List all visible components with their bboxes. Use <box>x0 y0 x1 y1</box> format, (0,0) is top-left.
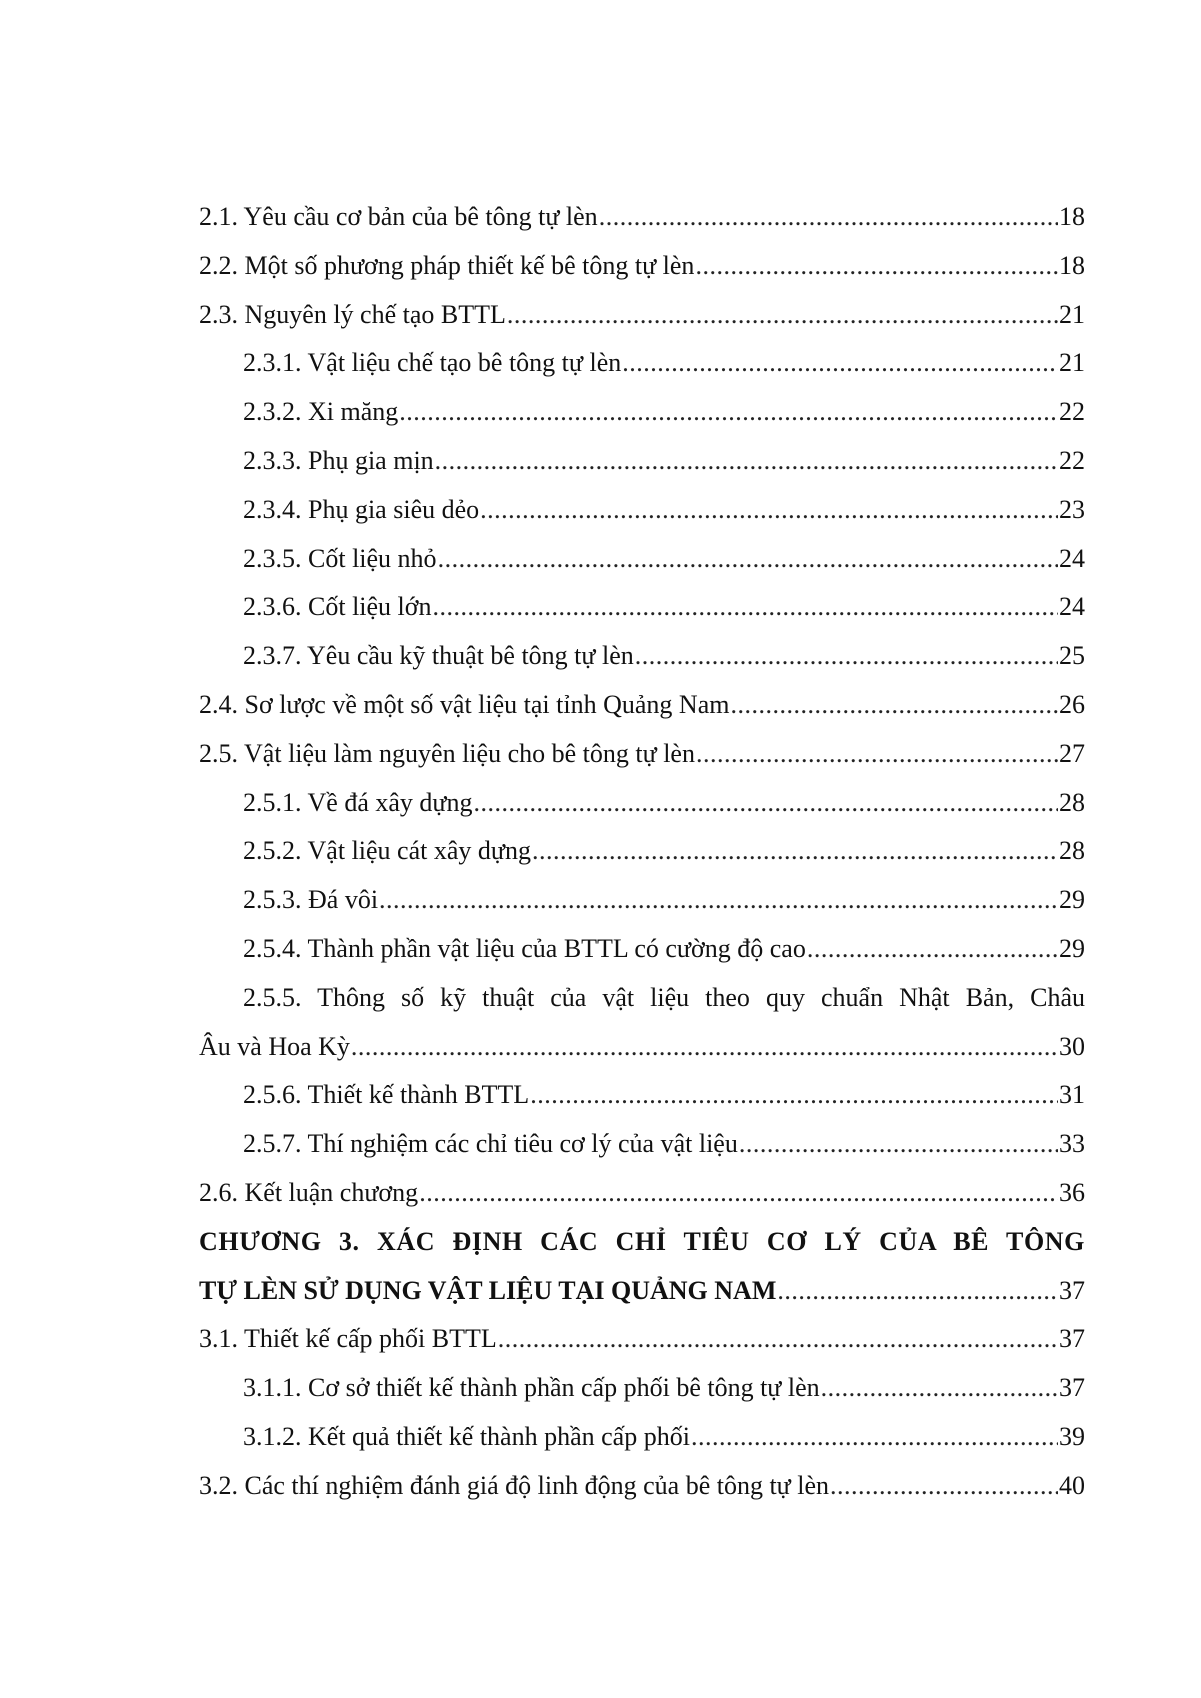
toc-entry-title: 2.2. Một số phương pháp thiết kế bê tông tự lèn <box>199 250 695 280</box>
toc-entry-page: 37 <box>1059 1373 1085 1403</box>
dot-leader <box>830 1462 1058 1511</box>
dot-leader <box>622 339 1058 388</box>
toc-chapter-3-line-2[interactable] <box>199 1267 1085 1316</box>
toc-entry-3-2[interactable] <box>199 1462 1085 1511</box>
toc-entry-page: 22 <box>1059 397 1085 427</box>
dot-leader <box>695 242 1058 291</box>
dot-leader <box>438 535 1058 584</box>
toc-entry-2-5-4[interactable] <box>199 925 1085 974</box>
dot-leader <box>379 876 1058 925</box>
toc-entry-title: 2.3.7. Yêu cầu kỹ thuật bê tông tự lèn <box>243 641 634 671</box>
toc-entry-3-1-1[interactable] <box>199 1364 1085 1413</box>
toc-entry-page: 24 <box>1059 592 1085 622</box>
toc-entry-title: 2.6. Kết luận chương <box>199 1177 419 1207</box>
toc-entry-title: 2.4. Sơ lược về một số vật liệu tại tỉnh Quảng Nam <box>199 689 730 719</box>
dot-leader <box>599 193 1058 242</box>
toc-entry-title: 3.2. Các thí nghiệm đánh giá độ linh động của bê tông tự lèn <box>199 1470 830 1500</box>
toc-entry-2-4[interactable] <box>199 681 1085 730</box>
dot-leader <box>435 437 1058 486</box>
toc-entry-2-5-1[interactable] <box>199 779 1085 828</box>
toc-entry-page: 29 <box>1059 885 1085 915</box>
dot-leader <box>498 1315 1058 1364</box>
toc-chapter-3-line-1[interactable] <box>199 1218 1085 1267</box>
toc-entry-page: 18 <box>1059 250 1085 280</box>
toc-entry-title: 2.5.1. Về đá xây dựng <box>243 787 473 817</box>
toc-entry-title: 3.1.1. Cơ sở thiết kế thành phần cấp phối bê tông tự lèn <box>243 1373 820 1403</box>
dot-leader <box>419 1169 1058 1218</box>
toc-entry-2-5-5-line-2[interactable] <box>199 1023 1085 1072</box>
toc-entry-2-5-7[interactable] <box>199 1120 1085 1169</box>
toc-entry-2-3-7[interactable] <box>199 632 1085 681</box>
toc-chapter-title: CHƯƠNG 3. XÁC ĐỊNH CÁC CHỈ TIÊU CƠ LÝ CỦA BÊ TÔNG <box>199 1226 1085 1256</box>
toc-entry-page: 18 <box>1059 202 1085 231</box>
dot-leader <box>635 632 1058 681</box>
toc-entry-2-3-4[interactable] <box>199 486 1085 535</box>
toc-entry-page: 28 <box>1059 787 1085 817</box>
dot-leader <box>821 1364 1058 1413</box>
toc-entry-page: 29 <box>1059 933 1085 963</box>
toc-entry-title: 2.3.2. Xi măng <box>243 397 399 427</box>
toc-entry-title: 2.3.3. Phụ gia mịn <box>243 445 434 475</box>
toc-entry-2-5-5-line-1[interactable] <box>199 974 1085 1023</box>
toc-entry-2-3-5[interactable] <box>199 535 1085 584</box>
toc-entry-3-1-2[interactable] <box>199 1413 1085 1462</box>
toc-entry-2-5-2[interactable] <box>199 827 1085 876</box>
toc-entry-2-3[interactable] <box>199 291 1085 340</box>
toc-entry-page: 23 <box>1059 494 1085 524</box>
toc-entry-page: 26 <box>1059 689 1085 719</box>
toc-entry-title: 2.1. Yêu cầu cơ bản của bê tông tự lèn <box>199 202 598 231</box>
toc-entry-page: 36 <box>1059 1177 1085 1207</box>
toc-entry-page: 24 <box>1059 543 1085 573</box>
dot-leader <box>777 1267 1058 1316</box>
toc-entry-2-3-6[interactable] <box>199 583 1085 632</box>
toc-entry-page: 21 <box>1059 299 1085 329</box>
toc-entry-title: 2.5. Vật liệu làm nguyên liệu cho bê tông tự lèn <box>199 738 695 768</box>
toc-entry-title: 2.3.4. Phụ gia siêu dẻo <box>243 494 480 524</box>
toc-entry-2-5-6[interactable] <box>199 1071 1085 1120</box>
toc-entry-title: 2.5.2. Vật liệu cát xây dựng <box>243 836 531 866</box>
toc-entry-page: 37 <box>1059 1324 1085 1354</box>
toc-entry-title: 2.5.3. Đá vôi <box>243 885 379 915</box>
toc-entry-title: 2.3.5. Cốt liệu nhỏ <box>243 543 437 573</box>
toc-entry-title-continuation: Âu và Hoa Kỳ <box>199 1031 350 1061</box>
toc-entry-page: 39 <box>1059 1421 1085 1451</box>
dot-leader <box>691 1413 1058 1462</box>
dot-leader <box>480 486 1058 535</box>
toc-entry-title: 3.1. Thiết kế cấp phối BTTL <box>199 1324 497 1354</box>
toc-entry-2-3-2[interactable] <box>199 388 1085 437</box>
toc-entry-2-5-3[interactable] <box>199 876 1085 925</box>
dot-leader <box>399 388 1058 437</box>
dot-leader <box>351 1023 1058 1072</box>
toc-entry-2-3-3[interactable] <box>199 437 1085 486</box>
dot-leader <box>532 827 1058 876</box>
toc-chapter-title-continuation: TỰ LÈN SỬ DỤNG VẬT LIỆU TẠI QUẢNG NAM <box>199 1275 777 1305</box>
toc-entry-3-1[interactable] <box>199 1315 1085 1364</box>
dot-leader <box>474 779 1058 828</box>
toc-entry-title: 3.1.2. Kết quả thiết kế thành phần cấp phối <box>243 1421 690 1451</box>
dot-leader <box>433 583 1058 632</box>
dot-leader <box>739 1120 1058 1169</box>
toc-entry-2-6[interactable] <box>199 1169 1085 1218</box>
dot-leader <box>807 925 1058 974</box>
dot-leader <box>730 681 1058 730</box>
toc-entry-page: 25 <box>1059 641 1085 671</box>
toc-entry-page: 37 <box>1059 1275 1085 1305</box>
toc-entry-page: 33 <box>1059 1129 1085 1159</box>
toc-entry-title: 2.3.1. Vật liệu chế tạo bê tông tự lèn <box>243 348 622 378</box>
toc-entry-page: 22 <box>1059 445 1085 475</box>
toc-entry-2-5[interactable] <box>199 730 1085 779</box>
toc-entry-title: 2.5.6. Thiết kế thành BTTL <box>243 1080 530 1110</box>
toc-entry-title: 2.5.4. Thành phần vật liệu của BTTL có cường độ cao <box>243 933 806 963</box>
toc-entry-page: 31 <box>1059 1080 1085 1110</box>
toc-entry-page: 40 <box>1059 1470 1085 1500</box>
toc-entry-page: 21 <box>1059 348 1085 378</box>
dot-leader <box>696 730 1058 779</box>
toc-entry-2-3-1[interactable] <box>199 339 1085 388</box>
toc-entry-page: 27 <box>1059 738 1085 768</box>
toc-entry-page: 30 <box>1059 1031 1085 1061</box>
dot-leader <box>507 291 1058 340</box>
dot-leader <box>530 1071 1058 1120</box>
toc-entry-title: 2.5.7. Thí nghiệm các chỉ tiêu cơ lý của vật liệu <box>243 1129 738 1159</box>
table-of-contents <box>199 193 1085 1511</box>
toc-entry-title: 2.3.6. Cốt liệu lớn <box>243 592 432 622</box>
toc-entry-2-1[interactable] <box>199 193 1085 242</box>
toc-entry-title: 2.3. Nguyên lý chế tạo BTTL <box>199 299 506 329</box>
toc-entry-2-2[interactable] <box>199 242 1085 291</box>
toc-entry-title: 2.5.5. Thông số kỹ thuật của vật liệu theo quy chuẩn Nhật Bản, Châu <box>243 982 1085 1012</box>
toc-entry-page: 28 <box>1059 836 1085 866</box>
